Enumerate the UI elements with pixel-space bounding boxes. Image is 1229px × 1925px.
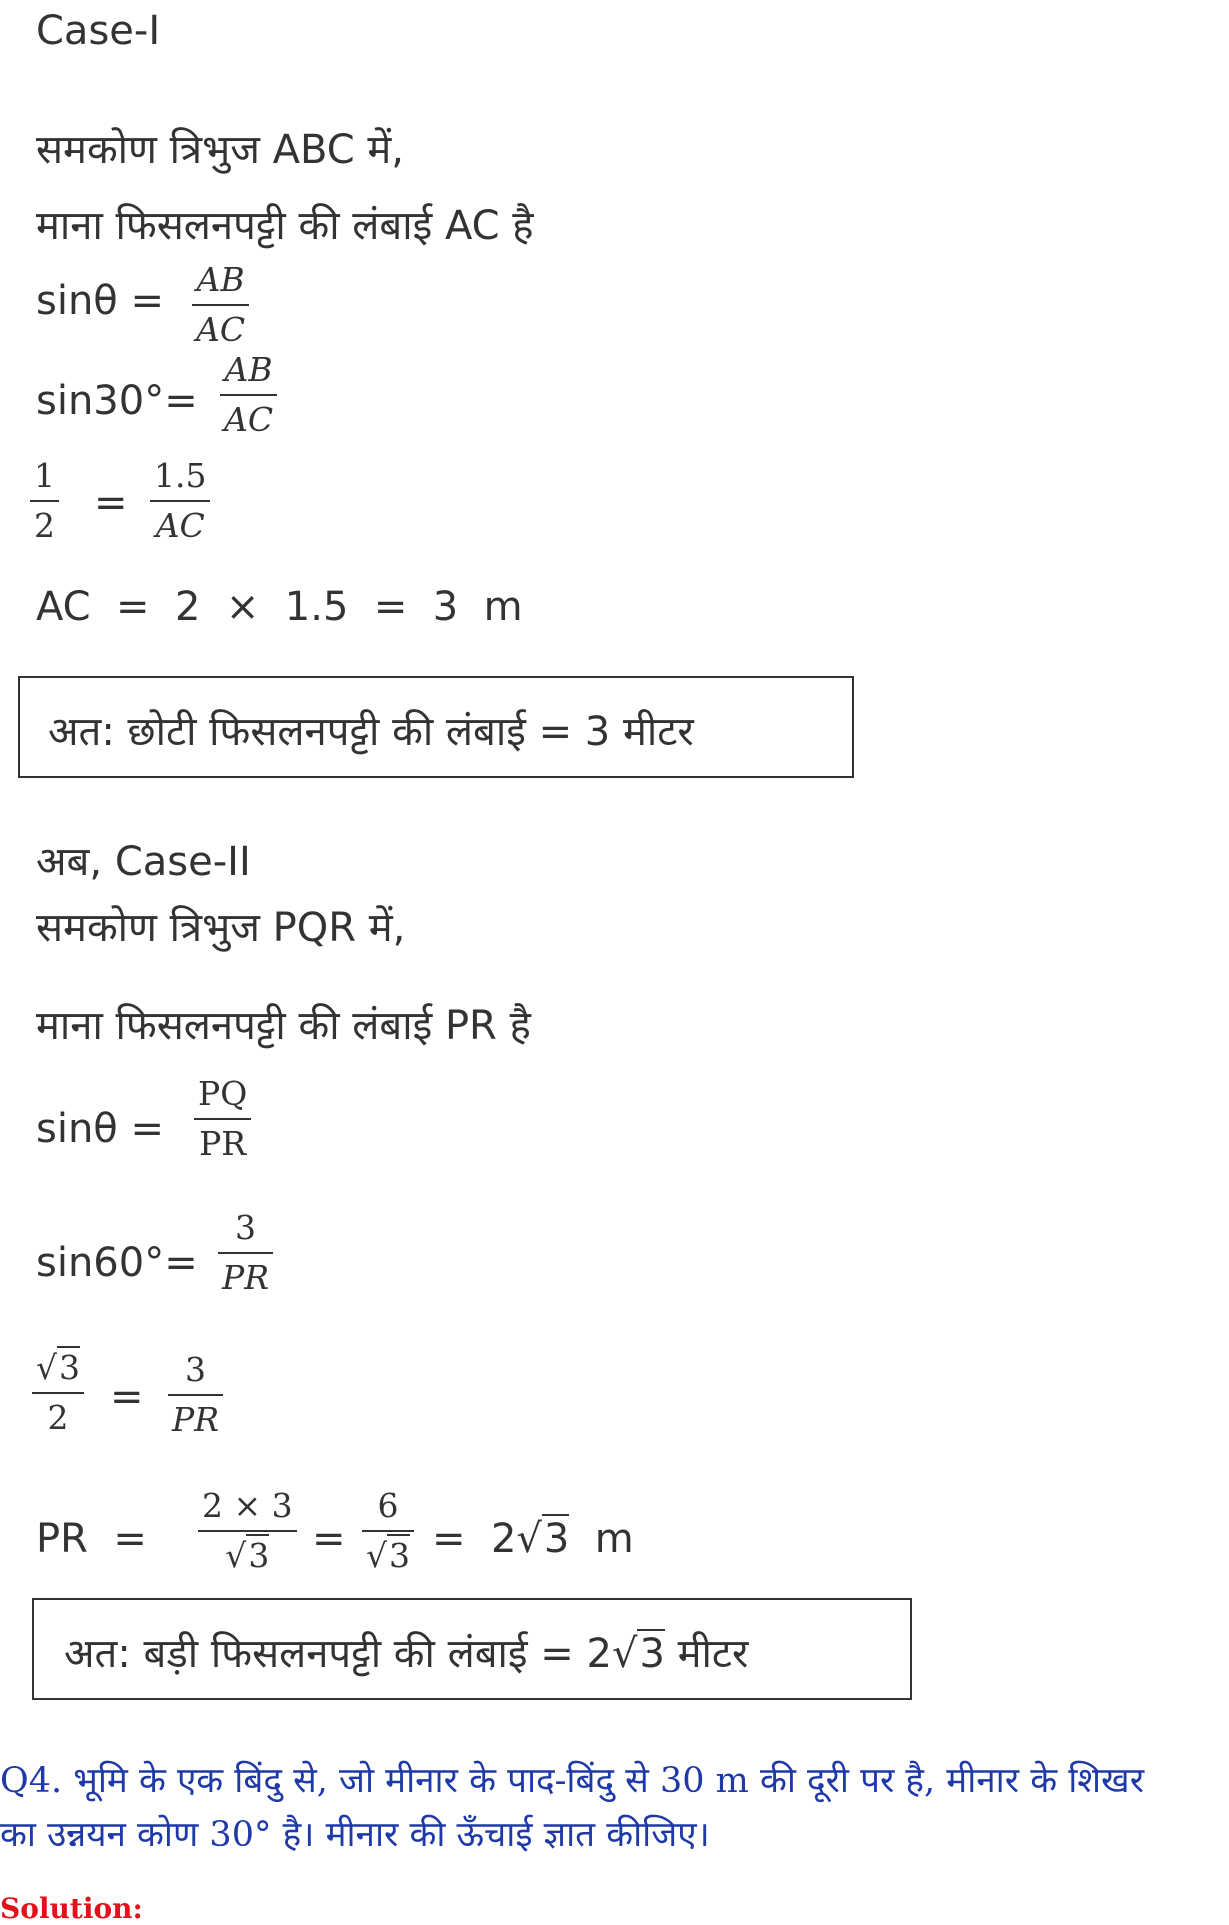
case2-eq3-right-fraction	[168, 1352, 223, 1439]
radicand: 3	[59, 1348, 81, 1387]
denominator: AC	[196, 310, 246, 350]
numerator: 3	[235, 1208, 257, 1247]
denominator	[221, 1538, 273, 1574]
case2-result-box	[32, 1598, 912, 1700]
case2-eq3-left-fraction	[32, 1350, 84, 1437]
radicand: 3	[543, 1516, 570, 1562]
numerator: PQ	[198, 1074, 248, 1113]
case1-heading: Case-I	[36, 8, 161, 54]
radicand: 3	[639, 1631, 665, 1677]
sqrt-symbol: √	[366, 1536, 388, 1576]
denominator: PR	[222, 1258, 270, 1298]
numerator: AB	[224, 350, 273, 389]
case2-line1: समकोण त्रिभुज PQR में,	[36, 905, 406, 951]
result-unit: मीटर	[677, 1631, 749, 1677]
case2-line2: माना फिसलनपट्टी की लंबाई PR है	[36, 1003, 531, 1049]
case2-heading: अब, Case-II	[36, 839, 251, 885]
question-line1: Q4. भूमि के एक बिंदु से, जो मीनार के पाद-बिंदु से 30 m की दूरी पर है, मीनार के शिखर	[0, 1761, 1145, 1801]
case2-eq1-fraction	[194, 1076, 251, 1163]
case1-eq2-left: sin30°=	[36, 378, 198, 424]
case2-eq3-equals: =	[110, 1374, 144, 1420]
case1-result-box	[18, 676, 854, 778]
numerator: 2 × 3	[202, 1486, 293, 1525]
denominator: 2	[34, 506, 55, 546]
numerator: AB	[196, 260, 245, 299]
sqrt-symbol: √	[611, 1631, 638, 1677]
numerator: 6	[377, 1486, 399, 1525]
denominator	[362, 1538, 414, 1574]
denominator: AC	[224, 400, 274, 440]
numerator	[32, 1350, 84, 1386]
case2-eq4-equals1: =	[312, 1516, 346, 1562]
result-prefix: अत: बड़ी फिसलनपट्टी की लंबाई = 2	[64, 1631, 612, 1677]
radicand: 3	[248, 1536, 270, 1576]
case2-eq1-left: sinθ =	[36, 1106, 165, 1152]
sqrt-symbol: √	[36, 1348, 58, 1387]
case2-eq4-fraction1	[198, 1488, 297, 1575]
denominator: PR	[172, 1400, 220, 1440]
numerator: 1.5	[154, 456, 207, 495]
question-line2: का उन्नयन कोण 30° है। मीनार की ऊँचाई ज्ञात कीजिए।	[0, 1815, 710, 1855]
equals-value: = 2	[432, 1516, 517, 1562]
unit: m	[594, 1516, 634, 1562]
case2-eq4-left: PR =	[36, 1516, 147, 1562]
sqrt-symbol: √	[516, 1516, 542, 1562]
denominator: 2	[47, 1398, 69, 1438]
case2-eq2-left: sin60°=	[36, 1240, 198, 1286]
numerator: 1	[34, 456, 55, 495]
case1-eq2-fraction	[220, 352, 277, 439]
solution-label: Solution:	[0, 1892, 143, 1925]
case1-eq1-left: sinθ =	[36, 278, 165, 324]
case1-line2: माना फिसलनपट्टी की लंबाई AC है	[36, 203, 534, 249]
case1-line1: समकोण त्रिभुज ABC में,	[36, 127, 405, 173]
case1-eq1-fraction	[192, 262, 249, 349]
case1-eq4: AC = 2 × 1.5 = 3 m	[36, 584, 523, 630]
case1-result-text: अत: छोटी फिसलनपट्टी की लंबाई = 3 मीटर	[48, 709, 694, 755]
denominator: PR	[199, 1124, 247, 1164]
numerator: 3	[185, 1350, 207, 1389]
case1-eq3-right-fraction	[150, 458, 210, 545]
case1-eq3-left-fraction	[30, 458, 59, 545]
sqrt-symbol: √	[225, 1536, 247, 1576]
case2-result-text	[64, 1624, 748, 1679]
case2-eq4-result	[432, 1516, 634, 1562]
denominator: AC	[155, 506, 205, 546]
case1-eq3-equals: =	[94, 480, 128, 526]
case2-eq4-fraction2	[362, 1488, 414, 1575]
case2-eq2-fraction	[218, 1210, 273, 1297]
radicand: 3	[389, 1536, 411, 1576]
